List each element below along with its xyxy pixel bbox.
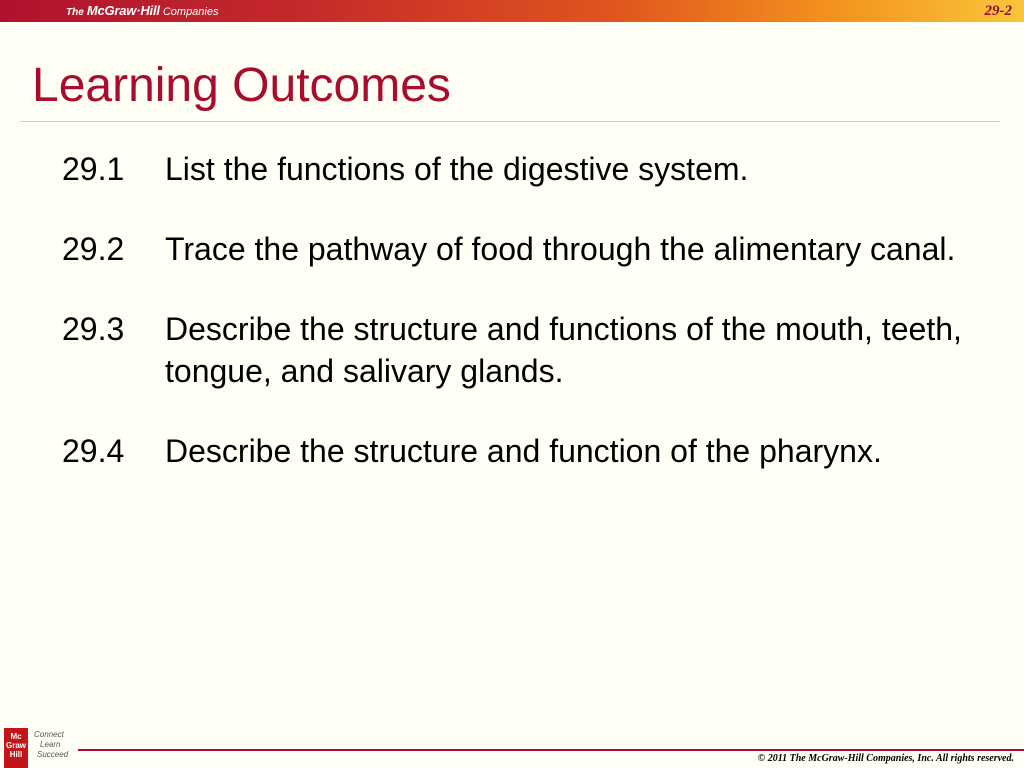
tagline-connect: Connect xyxy=(34,730,64,739)
outcome-item xyxy=(62,430,962,472)
brand-suffix: Companies xyxy=(162,6,219,18)
outcome-text: Describe the structure and functions of the mouth, teeth, tongue, and salivary glands. xyxy=(165,311,962,389)
mcgraw-hill-logo-icon xyxy=(4,728,28,768)
outcome-item xyxy=(62,308,962,392)
outcome-number: 29.3 xyxy=(62,311,125,347)
tagline-learn: Learn xyxy=(40,740,61,749)
logo-line: Mc xyxy=(10,732,22,741)
title-divider xyxy=(20,121,1000,122)
logo-line: Hill xyxy=(9,750,23,759)
brand-name: McGraw·Hill xyxy=(86,3,160,18)
outcome-item xyxy=(62,148,962,190)
copyright-notice: © 2011 The McGraw-Hill Companies, Inc. All rights reserved. xyxy=(757,753,1014,764)
learning-outcomes-list xyxy=(62,148,962,510)
slide-title: Learning Outcomes xyxy=(32,59,451,112)
outcome-number: 29.4 xyxy=(62,433,125,469)
outcome-text: List the functions of the digestive system. xyxy=(165,151,749,187)
header-bar xyxy=(0,0,1024,22)
logo-line: Graw xyxy=(5,741,26,750)
tagline-succeed: Succeed xyxy=(37,750,69,759)
footer-divider xyxy=(78,749,1024,751)
outcome-text: Describe the structure and function of the pharynx. xyxy=(165,433,882,469)
outcome-number: 29.2 xyxy=(62,231,125,267)
logo-tagline xyxy=(34,730,68,760)
outcome-text: Trace the pathway of food through the alimentary canal. xyxy=(165,231,956,267)
brand-prefix: The xyxy=(66,7,84,18)
outcome-item xyxy=(62,228,962,270)
publisher-brand xyxy=(66,4,218,20)
slide-number: 29-2 xyxy=(984,3,1012,19)
outcome-number: 29.1 xyxy=(62,151,125,187)
